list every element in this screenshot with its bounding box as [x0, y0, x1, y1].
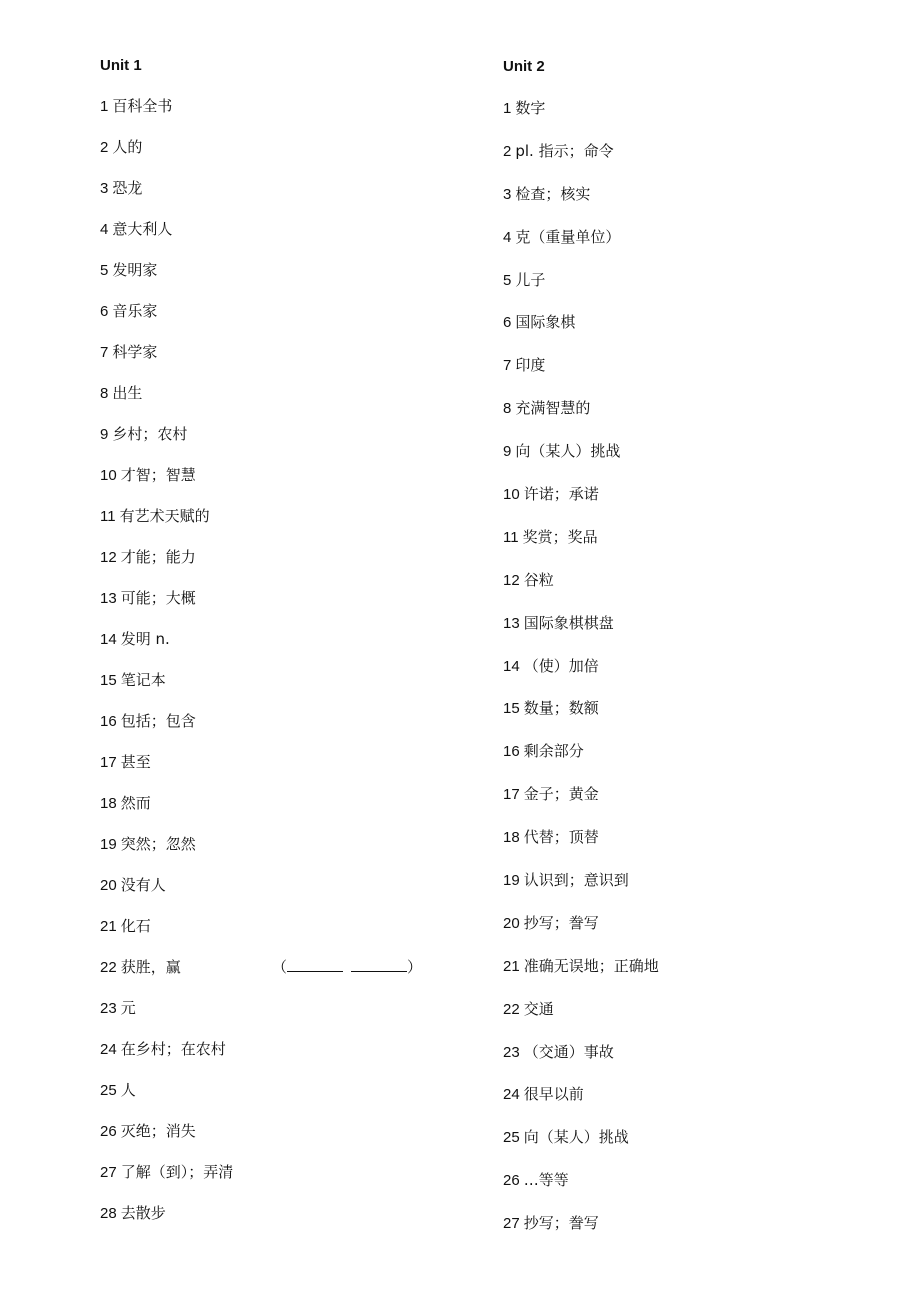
- list-item: [100, 464, 233, 505]
- item-number: 12: [100, 549, 117, 566]
- item-text: 认识到；意识到: [523, 871, 629, 890]
- list-item: [503, 826, 659, 869]
- list-item: [503, 397, 659, 440]
- item-text: 金子；黄金: [523, 785, 599, 804]
- blank-line: [287, 957, 343, 972]
- item-text: 许诺；承诺: [523, 485, 599, 504]
- item-text: 抄写；誊写: [523, 1214, 599, 1233]
- list-item: [503, 955, 659, 998]
- item-text: 交通: [523, 999, 554, 1018]
- list-item: [503, 1083, 659, 1126]
- item-text: 突然；忽然: [120, 835, 196, 853]
- item-number: 1: [503, 100, 512, 117]
- item-number: 8: [100, 385, 109, 402]
- list-item: [100, 1161, 233, 1202]
- item-text: 准确无误地；正确地: [523, 956, 659, 975]
- item-text: 奖赏；奖品: [522, 527, 598, 546]
- list-item: [503, 269, 659, 312]
- item-number: 26: [100, 1123, 117, 1140]
- list-item: [100, 177, 233, 218]
- item-text: 谷粒: [523, 570, 554, 589]
- item-text: 化石: [120, 917, 151, 935]
- item-number: 3: [100, 180, 109, 197]
- list-item: [100, 505, 233, 546]
- item-number: 16: [100, 713, 117, 730]
- item-number: 2: [100, 139, 109, 156]
- item-text: 百科全书: [112, 97, 173, 115]
- list-item: [100, 1120, 233, 1161]
- item-number: 3: [503, 185, 512, 203]
- list-item: [100, 874, 233, 915]
- item-text: 儿子: [515, 270, 546, 289]
- item-number: 1: [100, 98, 109, 115]
- list-item: [100, 792, 233, 833]
- item-text: （交通）事故: [523, 1042, 614, 1061]
- item-number: 10: [100, 467, 117, 484]
- item-text: …等等: [523, 1171, 569, 1190]
- item-number: 7: [503, 357, 512, 375]
- item-number: 11: [100, 508, 116, 525]
- item-number: 20: [100, 877, 117, 894]
- blank-line: [351, 957, 407, 972]
- item-number: 6: [100, 303, 109, 320]
- item-text: 没有人: [120, 876, 166, 894]
- item-number: 12: [503, 571, 520, 589]
- list-item: [503, 998, 659, 1041]
- list-item: [100, 833, 233, 874]
- list-item: [503, 1041, 659, 1084]
- item-number: 15: [503, 700, 520, 718]
- list-item: [503, 740, 659, 783]
- item-text: 出生: [112, 384, 143, 402]
- item-text: 剩余部分: [523, 742, 584, 761]
- list-item: [503, 354, 659, 397]
- close-paren: ）: [407, 958, 423, 976]
- item-text: 获胜，赢: [120, 958, 181, 976]
- item-text: 包括；包含: [120, 712, 196, 730]
- item-text: 向（某人）挑战: [515, 442, 621, 461]
- list-item: [503, 612, 659, 655]
- list-item: [503, 783, 659, 826]
- item-number: 13: [100, 590, 117, 607]
- item-text: 意大利人: [112, 220, 173, 238]
- item-text: 去散步: [120, 1204, 166, 1222]
- list-item: [100, 546, 233, 587]
- item-text: 可能；大概: [120, 589, 196, 607]
- list-item: [503, 1169, 659, 1212]
- item-number: 9: [503, 443, 512, 461]
- item-text: 印度: [515, 356, 546, 375]
- item-number: 22: [100, 959, 117, 976]
- list-item: [100, 218, 233, 259]
- item-text: 数量；数额: [523, 699, 599, 718]
- open-paren: （: [272, 958, 288, 976]
- item-number: 5: [503, 271, 512, 289]
- list-item: [503, 655, 659, 698]
- list-item: [100, 341, 233, 382]
- item-text: 国际象棋棋盘: [523, 613, 614, 632]
- unit-title: Unit 1: [100, 57, 142, 74]
- item-number: 21: [503, 957, 520, 975]
- item-number: 25: [100, 1082, 117, 1099]
- list-item: [503, 183, 659, 226]
- item-number: 11: [503, 528, 519, 546]
- item-number: 21: [100, 918, 117, 935]
- item-text: 笔记本: [120, 671, 166, 689]
- item-text: 乡村；农村: [112, 425, 188, 443]
- item-text: 才能；能力: [120, 548, 196, 566]
- item-number: 5: [100, 262, 109, 279]
- item-number: 14: [100, 631, 117, 648]
- item-text: 克（重量单位）: [515, 227, 621, 246]
- list-item: [100, 587, 233, 628]
- list-item: [100, 95, 233, 136]
- list-item: [100, 628, 233, 669]
- item-number: 6: [503, 314, 512, 332]
- item-number: 18: [503, 829, 520, 847]
- list-item: [100, 997, 233, 1038]
- item-text: 检查；核实: [515, 184, 591, 203]
- item-number: 24: [503, 1086, 520, 1104]
- item-number: 13: [503, 614, 520, 632]
- item-text: 有艺术天赋的: [119, 507, 210, 525]
- list-item: [503, 440, 659, 483]
- item-number: 4: [100, 221, 109, 238]
- list-item: [503, 140, 659, 183]
- item-text: 元: [120, 999, 136, 1017]
- unit-title: Unit 2: [503, 58, 545, 75]
- item-number: 10: [503, 486, 520, 504]
- list-item: [100, 1202, 233, 1243]
- list-item: [100, 259, 233, 300]
- item-number: 24: [100, 1041, 117, 1058]
- vocabulary-list: [100, 95, 423, 1243]
- item-number: 4: [503, 228, 512, 246]
- item-text: 充满智慧的: [515, 399, 591, 418]
- item-number: 2: [503, 142, 512, 160]
- item-number: 26: [503, 1172, 520, 1190]
- list-item: [100, 136, 233, 177]
- item-number: 27: [100, 1164, 117, 1181]
- item-number: 23: [503, 1043, 520, 1061]
- item-text: 灭绝；消失: [120, 1122, 196, 1140]
- item-text: 抄写；誊写: [523, 913, 599, 932]
- item-text: 向（某人）挑战: [523, 1128, 629, 1147]
- item-number: 19: [100, 836, 117, 853]
- item-text: 数字: [515, 99, 546, 117]
- list-item: [100, 300, 233, 341]
- item-text: （使）加倍: [523, 656, 599, 675]
- item-number: 9: [100, 426, 109, 443]
- list-item: [100, 751, 233, 792]
- item-text: 在乡村；在农村: [120, 1040, 226, 1058]
- list-item: [503, 569, 659, 612]
- list-item: [100, 423, 233, 464]
- item-number: 15: [100, 672, 117, 689]
- list-item: [503, 869, 659, 912]
- list-item: [503, 526, 659, 569]
- list-item: [100, 915, 233, 956]
- list-item: [503, 912, 659, 955]
- item-number: 23: [100, 1000, 117, 1017]
- list-item: [503, 1212, 659, 1255]
- item-number: 18: [100, 795, 117, 812]
- item-number: 14: [503, 657, 520, 675]
- list-item: [503, 226, 659, 269]
- item-number: 8: [503, 400, 512, 418]
- item-text: 人的: [112, 138, 143, 156]
- list-item: [100, 1038, 233, 1079]
- item-text: pl. 指示；命令: [515, 141, 614, 160]
- item-text: 代替；顶替: [523, 828, 599, 847]
- item-number: 27: [503, 1215, 520, 1233]
- list-item: [503, 311, 659, 354]
- item-text: 了解（到）；弄清: [120, 1163, 234, 1181]
- item-number: 7: [100, 344, 109, 361]
- item-text: 发明 n.: [120, 630, 170, 648]
- list-item: [503, 1126, 659, 1169]
- item-number: 16: [503, 743, 520, 761]
- item-text: 恐龙: [112, 179, 143, 197]
- item-text: 然而: [120, 794, 151, 812]
- item-number: 17: [100, 754, 117, 771]
- vocabulary-list: [503, 97, 659, 1255]
- item-number: 22: [503, 1000, 520, 1018]
- fill-in-blanks: [272, 956, 422, 978]
- item-text: 很早以前: [523, 1085, 584, 1104]
- item-text: 音乐家: [112, 302, 158, 320]
- list-item: [100, 669, 233, 710]
- list-item: [100, 1079, 233, 1120]
- item-text: 甚至: [120, 753, 151, 771]
- list-item: [503, 97, 659, 140]
- list-item: [100, 710, 233, 751]
- list-item: [503, 483, 659, 526]
- item-number: 19: [503, 872, 520, 890]
- item-number: 25: [503, 1129, 520, 1147]
- list-item: [503, 697, 659, 740]
- item-text: 国际象棋: [515, 313, 576, 332]
- item-text: 科学家: [112, 343, 158, 361]
- item-number: 20: [503, 914, 520, 932]
- item-text: 发明家: [112, 261, 158, 279]
- item-text: 人: [120, 1081, 136, 1099]
- item-number: 17: [503, 786, 520, 804]
- item-text: 才智；智慧: [120, 466, 196, 484]
- list-item: [100, 956, 423, 997]
- item-number: 28: [100, 1205, 117, 1222]
- list-item: [100, 382, 233, 423]
